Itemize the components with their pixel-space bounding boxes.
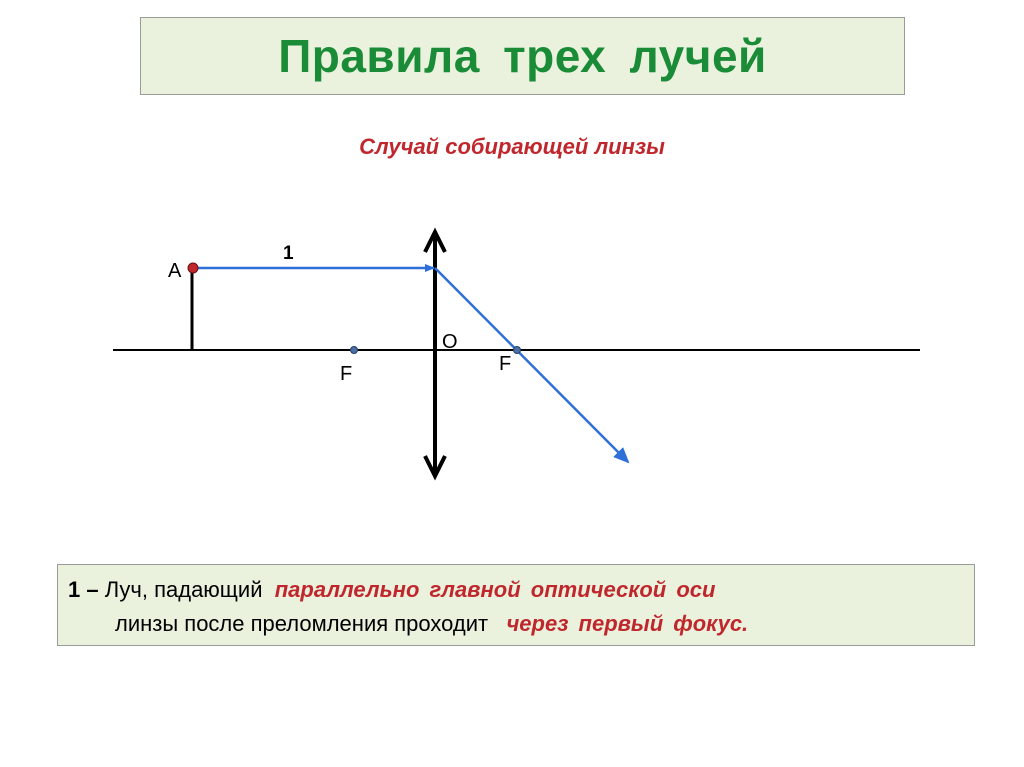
rule-emphasis-2: через первый фокус. [506, 611, 749, 636]
rule-line-1 [68, 577, 715, 603]
focus-point-left [351, 347, 358, 354]
rule-emphasis-1: параллельно главной оптической оси [274, 577, 716, 602]
rule-number: 1 – [68, 577, 99, 602]
rule-text-1: Луч, падающий [104, 577, 263, 602]
rule-description-box [57, 564, 975, 646]
optical-center-label: O [442, 331, 458, 353]
refracted-ray [435, 268, 628, 462]
slide-subtitle: Случай собирающей линзы [359, 134, 665, 159]
focus-right-label: F [499, 353, 512, 375]
focus-left-label: F [340, 363, 353, 385]
ray-number-label: 1 [283, 243, 294, 264]
rule-line-2 [115, 611, 748, 637]
rule-text-2: линзы после преломления проходит [115, 611, 489, 636]
focus-point-right [514, 347, 521, 354]
slide-title: Правила трех лучей [278, 30, 767, 82]
object-point-label: A [168, 260, 182, 282]
object-point [188, 263, 198, 273]
